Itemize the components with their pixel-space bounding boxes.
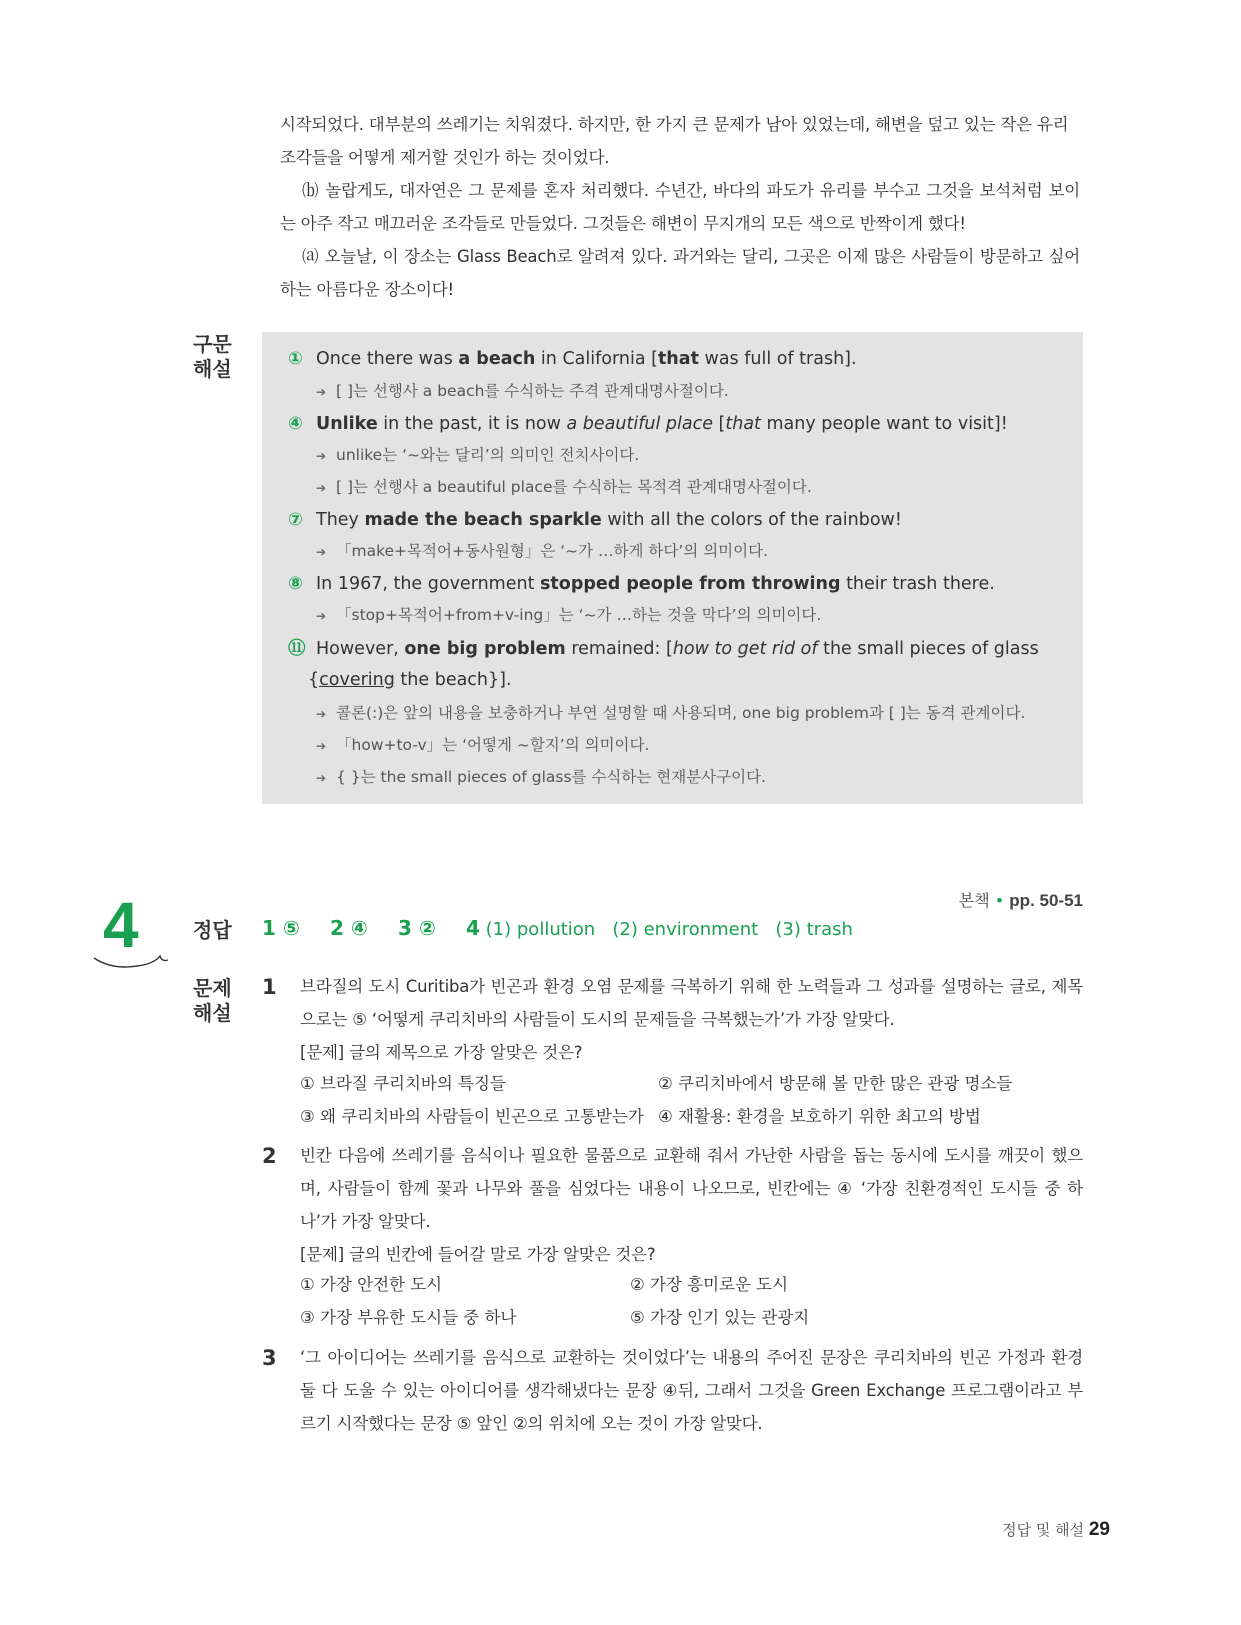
- text: In 1967, the government: [316, 574, 541, 594]
- syntax-note: [316, 702, 1025, 725]
- question-number: 3: [262, 1346, 277, 1370]
- section-number-swoosh: [92, 950, 170, 970]
- arrow-icon: ➔: [316, 707, 327, 721]
- arrow-icon: ➔: [316, 545, 327, 559]
- arrow-icon: ➔: [316, 609, 327, 623]
- explanation-text: 빈칸 다음에 쓰레기를 음식이나 필요한 물품으로 교환해 줘서 가난한 사람을 돕는 동시에 도시를 깨끗이 했으며, 사람들이 함께 꽃과 나무와 풀을 심었다는 내용이 나오므로, 빈칸에는 ④ ‘가장 친환경적인 도시들 중 하나’가 가장 알맞다.: [300, 1146, 1083, 1231]
- syntax-sentence-7: [288, 508, 902, 532]
- page-ref-prefix: 본책: [958, 891, 990, 910]
- bold-text: that: [657, 349, 699, 369]
- text: remained: [: [565, 639, 673, 659]
- text: their trash there.: [840, 574, 995, 594]
- text: in the past, it is now: [377, 414, 567, 434]
- text: [: [712, 414, 726, 434]
- text: the beach}].: [394, 670, 512, 690]
- note-text: 「stop+목적어+from+v-ing」는 ‘~가 …하는 것을 막다’의 의미이다.: [336, 606, 822, 624]
- circled-number: ⑪: [288, 639, 306, 659]
- bold-text: Unlike: [316, 414, 378, 434]
- syntax-sentence-8: [288, 572, 995, 596]
- text: was full of trash].: [698, 349, 857, 369]
- arrow-icon: ➔: [316, 771, 327, 785]
- syntax-note: [316, 380, 729, 403]
- circled-number: ⑧: [288, 574, 303, 594]
- question-number: 2: [262, 1144, 277, 1168]
- translation-para-b: ⒝ 놀랍게도, 대자연은 그 문제를 혼자 처리했다. 수년간, 바다의 파도가 유리를 부수고 그것을 보석처럼 보이는 아주 작고 매끄러운 조각들로 만들었다. 그것들은 해변이 무지개의 모든 색으로 반짝이게 했다!: [280, 181, 1080, 233]
- syntax-sentence-1: [288, 347, 857, 371]
- footer-label: 정답 및 해설: [1002, 1521, 1085, 1539]
- question-2-explanation: [300, 1139, 1083, 1271]
- option: ⑤ 가장 인기 있는 관광지: [630, 1308, 810, 1327]
- note-text: 콜론(:)은 앞의 내용을 보충하거나 부연 설명할 때 사용되며, one big problem과 [ ]는 동격 관계이다.: [336, 704, 1026, 722]
- option: ③ 가장 부유한 도시들 중 하나: [300, 1308, 517, 1327]
- option: ① 브라질 쿠리치바의 특징들: [300, 1074, 506, 1093]
- syntax-note: [316, 540, 768, 563]
- question-prompt: [문제] 글의 빈칸에 들어갈 말로 가장 알맞은 것은?: [300, 1245, 656, 1264]
- text: in California [: [535, 349, 658, 369]
- question-number: 1: [262, 975, 277, 999]
- bold-text: stopped people from throwing: [540, 574, 841, 594]
- circled-number: ④: [288, 414, 303, 434]
- question-1-explanation: [300, 970, 1083, 1069]
- circled-number: ①: [288, 349, 303, 369]
- explanation-text: 브라질의 도시 Curitiba가 빈곤과 환경 오염 문제를 극복하기 위해 한 노력들과 그 성과를 설명하는 글로, 제목으로는 ⑤ ‘어떻게 쿠리치바의 사람들이 도시의 문제들을 극복했는가’가 가장 알맞다.: [300, 977, 1083, 1029]
- syntax-note: [316, 604, 821, 627]
- answer-label: 정답: [193, 918, 232, 942]
- question-3-explanation: [300, 1341, 1083, 1440]
- page-number: 29: [1088, 1519, 1110, 1540]
- note-text: { }는 the small pieces of glass를 수식하는 현재분사구이다.: [336, 768, 766, 786]
- answer-3: [398, 916, 436, 940]
- syntax-sentence-11: [288, 637, 1039, 661]
- text: However,: [316, 639, 405, 659]
- note-text: unlike는 ‘~와는 달리’의 의미인 전치사이다.: [336, 446, 640, 464]
- page-ref: pp. 50-51: [1009, 891, 1083, 910]
- note-text: [ ]는 선행사 a beautiful place를 수식하는 목적격 관계대명사절이다.: [336, 478, 812, 496]
- syntax-sentence-11-cont: [308, 668, 512, 692]
- note-text: 「make+목적어+동사원형」은 ‘~가 …하게 하다’의 의미이다.: [336, 542, 769, 560]
- answer-text: 2 ④: [330, 916, 368, 940]
- bold-text: made the beach sparkle: [364, 510, 602, 530]
- bold-text: a beach: [458, 349, 536, 369]
- answer-text: (1) pollution (2) environment (3) trash: [485, 919, 853, 940]
- bold-text: one big problem: [404, 639, 566, 659]
- translation-block: [280, 108, 1080, 306]
- italic-text: how to get rid of: [672, 639, 818, 659]
- arrow-icon: ➔: [316, 449, 327, 463]
- syntax-note: [316, 734, 649, 757]
- answer-number: 4: [466, 916, 480, 940]
- option: ② 가장 흥미로운 도시: [630, 1275, 789, 1294]
- text: many people want to visit]!: [760, 414, 1008, 434]
- syntax-note: [316, 766, 766, 789]
- syntax-sentence-4: [288, 412, 1008, 436]
- translation-line: 조각들을 어떻게 제거할 것인가 하는 것이었다.: [280, 148, 610, 167]
- italic-text: a beautiful place: [566, 414, 713, 434]
- arrow-icon: ➔: [316, 481, 327, 495]
- underlined-text: covering: [319, 670, 395, 690]
- question-prompt: [문제] 글의 제목으로 가장 알맞은 것은?: [300, 1043, 583, 1062]
- circled-number: ⑦: [288, 510, 303, 530]
- syntax-label: 구문 해설: [193, 332, 232, 381]
- note-text: 「how+to-v」는 ‘어떻게 ~할지’의 의미이다.: [336, 736, 650, 754]
- page-footer: [1002, 1519, 1110, 1541]
- answer-4: [466, 916, 853, 940]
- translation-line: 시작되었다. 대부분의 쓰레기는 치워졌다. 하지만, 한 가지 큰 문제가 남아 있었는데, 해변을 덮고 있는 작은 유리: [280, 115, 1069, 134]
- note-text: [ ]는 선행사 a beach를 수식하는 주격 관계대명사절이다.: [336, 382, 729, 400]
- text: {: [308, 670, 320, 690]
- option: ② 쿠리치바에서 방문해 볼 만한 많은 관광 명소들: [658, 1074, 1013, 1093]
- syntax-note: [316, 444, 639, 467]
- text: the small pieces of glass: [817, 639, 1039, 659]
- section-number: 4: [103, 889, 139, 961]
- page-reference: [959, 888, 1083, 911]
- text: They: [316, 510, 365, 530]
- answer-text: 3 ②: [398, 916, 436, 940]
- syntax-box: [262, 332, 1083, 804]
- arrow-icon: ➔: [316, 739, 327, 753]
- italic-text: that: [725, 414, 761, 434]
- explanation-label: 문제 해설: [193, 976, 232, 1025]
- text: with all the colors of the rainbow!: [601, 510, 902, 530]
- answer-1: [262, 916, 300, 940]
- answer-2: [330, 916, 368, 940]
- option: ③ 왜 쿠리치바의 사람들이 빈곤으로 고통받는가: [300, 1107, 644, 1126]
- bullet-icon: •: [994, 891, 1005, 910]
- translation-para-a: ⒜ 오늘날, 이 장소는 Glass Beach로 알려져 있다. 과거와는 달리, 그곳은 이제 많은 사람들이 방문하고 싶어하는 아름다운 장소이다!: [280, 247, 1080, 299]
- option: ④ 재활용: 환경을 보호하기 위한 최고의 방법: [658, 1107, 981, 1126]
- answer-text: 1 ⑤: [262, 916, 300, 940]
- text: Once there was: [316, 349, 459, 369]
- arrow-icon: ➔: [316, 385, 327, 399]
- option: ① 가장 안전한 도시: [300, 1275, 443, 1294]
- explanation-text: ‘그 아이디어는 쓰레기를 음식으로 교환하는 것이었다’는 내용의 주어진 문장은 쿠리치바의 빈곤 가정과 환경 둘 다 도울 수 있는 아이디어를 생각해냈다는 문장 ④뒤, 그래서 그것을 Green Exchange 프로그램이라고 부르기 시작했다는 문장 ⑤ 앞인 ②의 위치에 오는 것이 가장 알맞다.: [300, 1348, 1083, 1433]
- syntax-note: [316, 476, 812, 499]
